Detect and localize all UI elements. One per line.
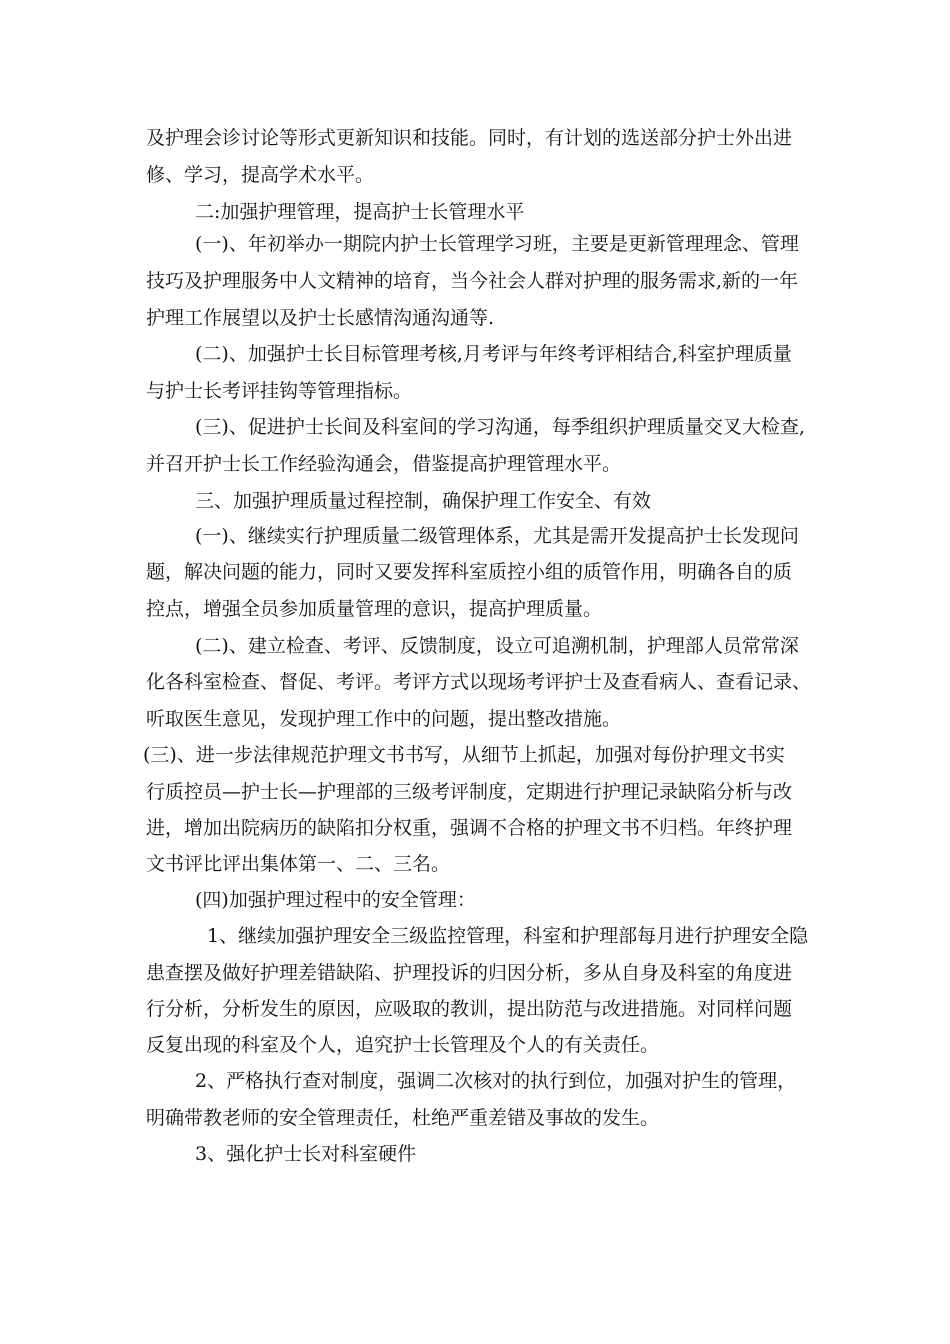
text-line: 护理工作展望以及护士长感情沟通沟通等.: [146, 307, 495, 329]
text-line: 患查摆及做好护理差错缺陷、护理投诉的归因分析，多从自身及科室的角度进: [146, 962, 793, 984]
text-line: 进，增加出院病历的缺陷扣分权重，强调不合格的护理文书不归档。年终护理: [146, 817, 793, 839]
text-line: (一)、继续实行护理质量二级管理体系，尤其是需开发提高护士长发现问: [195, 525, 799, 547]
text-line: 行分析，分析发生的原因，应吸取的教训，提出防范与改进措施。对同样问题: [146, 998, 793, 1020]
text-line: 并召开护士长工作经验沟通会，借鉴提高护理管理水平。: [146, 453, 622, 475]
text-line: (三)、促进护士长间及科室间的学习沟通，每季组织护理质量交叉大检查,: [195, 416, 805, 438]
text-line: 及护理会诊讨论等形式更新知识和技能。同时，有计划的选送部分护士外出进: [146, 127, 793, 149]
text-line: (一)、年初举办一期院内护士长管理学习班，主要是更新管理理念、管理: [195, 233, 799, 255]
text-line: 反复出现的科室及个人，追究护士长管理及个人的有关责任。: [146, 1034, 660, 1056]
section-heading: 二:加强护理管理，提高护士长管理水平: [195, 201, 525, 223]
text-line: 2、严格执行查对制度，强调二次核对的执行到位，加强对护生的管理，: [195, 1070, 797, 1092]
section-heading: 三、加强护理质量过程控制，确保护理工作安全、有效: [195, 490, 652, 512]
text-line: (三)、进一步法律规范护理文书书写，从细节上抓起，加强对每份护理文书实: [143, 744, 785, 766]
text-line: 3、强化护士长对科室硬件: [195, 1143, 417, 1165]
text-line: 与护士长考评挂钩等管理指标。: [146, 380, 413, 402]
text-line: (二)、加强护士长目标管理考核,月考评与年终考评相结合,科室护理质量: [195, 343, 792, 365]
text-line: 化各科室检查、督促、考评。考评方式以现场考评护士及查看病人、查看记录、: [146, 671, 812, 693]
text-line: 题，解决问题的能力，同时又要发挥科室质控小组的质管作用，明确各自的质: [146, 561, 793, 583]
text-line: 听取医生意见，发现护理工作中的问题，提出整改措施。: [146, 708, 622, 730]
text-line: 明确带教老师的安全管理责任，杜绝严重差错及事故的发生。: [146, 1107, 660, 1129]
text-line: 行质控员—护士长—护理部的三级考评制度，定期进行护理记录缺陷分析与改: [146, 781, 793, 803]
text-line: 技巧及护理服务中人文精神的培育，当今社会人群对护理的服务需求,新的一年: [146, 270, 799, 292]
text-line: 控点，增强全员参加质量管理的意识，提高护理质量。: [146, 598, 603, 620]
text-line: (二)、建立检查、考评、反馈制度，设立可追溯机制，护理部人员常常深: [195, 635, 799, 657]
text-line: 修、学习，提高学术水平。: [146, 164, 375, 186]
text-line: 文书评比评出集体第一、二、三名。: [146, 853, 451, 875]
text-line: 1、继续加强护理安全三级监控管理，科室和护理部每月进行护理安全隐: [207, 925, 809, 947]
text-line: (四)加强护理过程中的安全管理：: [195, 889, 476, 911]
